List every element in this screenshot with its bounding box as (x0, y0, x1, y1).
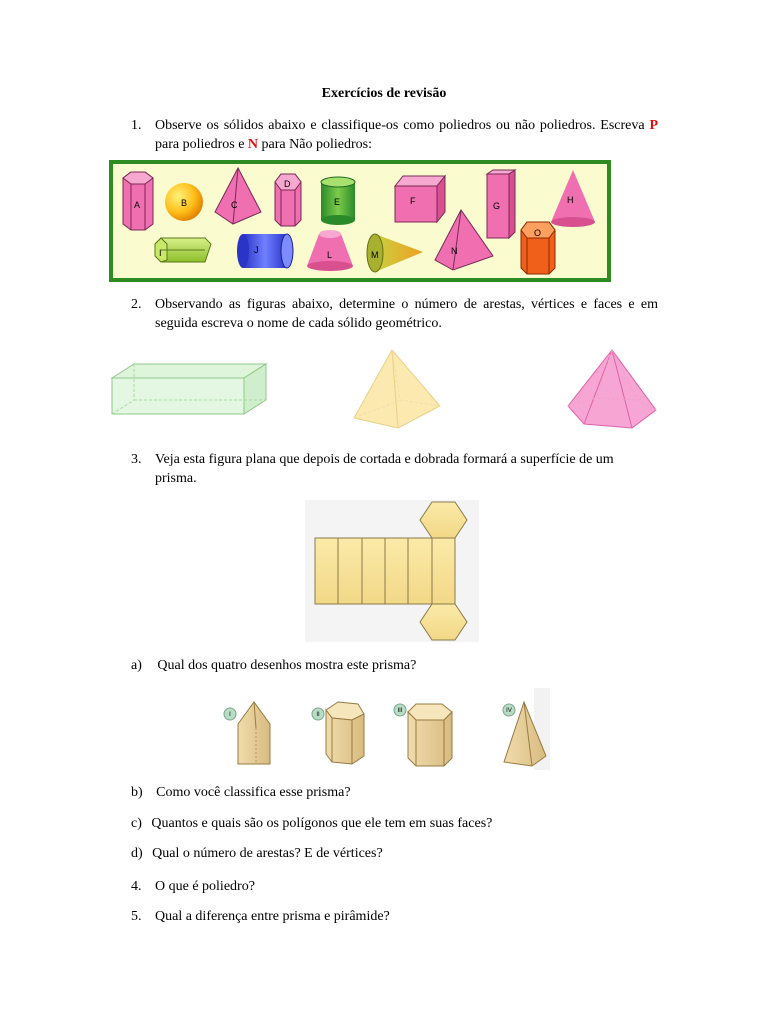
prism-net-figure (305, 500, 479, 642)
sub-text: Qual o número de arestas? E de vértices? (152, 846, 383, 861)
solid-g-prism (487, 170, 515, 238)
option-badge-3: III (397, 708, 403, 714)
label-h: H (567, 195, 574, 205)
question-text: Observe os sólidos abaixo e classifique-os como poliedros ou não poliedros. Escreva P para poliedros e N para Não poliedros: (155, 118, 658, 152)
sub-label: d) (131, 846, 143, 861)
sub-text: Qual dos quatro desenhos mostra este prisma? (157, 658, 417, 673)
label-g: G (493, 201, 501, 211)
question-1 (0, 116, 768, 156)
label-l: L (327, 250, 333, 260)
label-j: J (254, 245, 259, 255)
option-badge-1: I (229, 712, 231, 718)
label-o: O (534, 228, 542, 238)
sub-label: c) (131, 816, 142, 831)
sub-question-a (131, 658, 631, 674)
question-text: O que é poliedro? (155, 879, 255, 894)
sub-text: Quantos e quais são os polígonos que ele tem em suas faces? (151, 816, 493, 831)
question-text: Veja esta figura plana que depois de cortada e dobrada formará a superfície de um prisma. (155, 452, 614, 486)
label-m: M (371, 250, 379, 260)
label-f: F (410, 196, 416, 206)
sub-label: b) (131, 785, 143, 800)
n-letter: N (247, 137, 259, 152)
solid-j-cylinder (237, 234, 293, 268)
option-2-pentagonal-prism (326, 702, 364, 764)
sub-question-c (131, 816, 651, 832)
option-badge-2: II (316, 712, 320, 718)
question-text: Observando as figuras abaixo, determine o número de arestas, vértices e faces e em seguida escreva o nome de cada sólido geométrico. (155, 297, 658, 331)
question-number: 1. (131, 118, 142, 133)
p-letter: P (649, 118, 658, 133)
question-5 (0, 907, 768, 927)
option-badge-4: IV (506, 708, 512, 714)
square-pyramid-figure (352, 346, 442, 430)
label-i: I (159, 248, 162, 258)
sub-question-d (131, 846, 651, 862)
question-number: 2. (131, 297, 142, 312)
sub-label: a) (131, 658, 142, 673)
question-number: 4. (131, 879, 142, 894)
question-3 (0, 450, 768, 490)
prism-options-figure (216, 688, 550, 770)
rectangular-prism-figure (110, 360, 268, 418)
question-text: Qual a diferença entre prisma e pirâmide? (155, 909, 390, 924)
question-4 (0, 877, 768, 897)
question-number: 5. (131, 909, 142, 924)
option-3-hexagonal-prism (408, 704, 452, 766)
sub-text: Como você classifica esse prisma? (156, 785, 351, 800)
question-number: 3. (131, 452, 142, 467)
label-a: A (134, 200, 141, 210)
question-2 (0, 295, 768, 335)
solid-i-prism (155, 238, 211, 262)
label-c: C (231, 200, 238, 210)
solids-panel (109, 160, 611, 282)
hexagonal-pyramid-figure (566, 348, 658, 434)
solid-f-cube (395, 176, 445, 222)
label-b: B (181, 198, 188, 208)
label-d: D (284, 179, 291, 189)
page-title: Exercícios de revisão (321, 86, 447, 101)
sub-question-b (131, 785, 631, 801)
label-n: N (451, 246, 458, 256)
label-e: E (334, 197, 341, 207)
